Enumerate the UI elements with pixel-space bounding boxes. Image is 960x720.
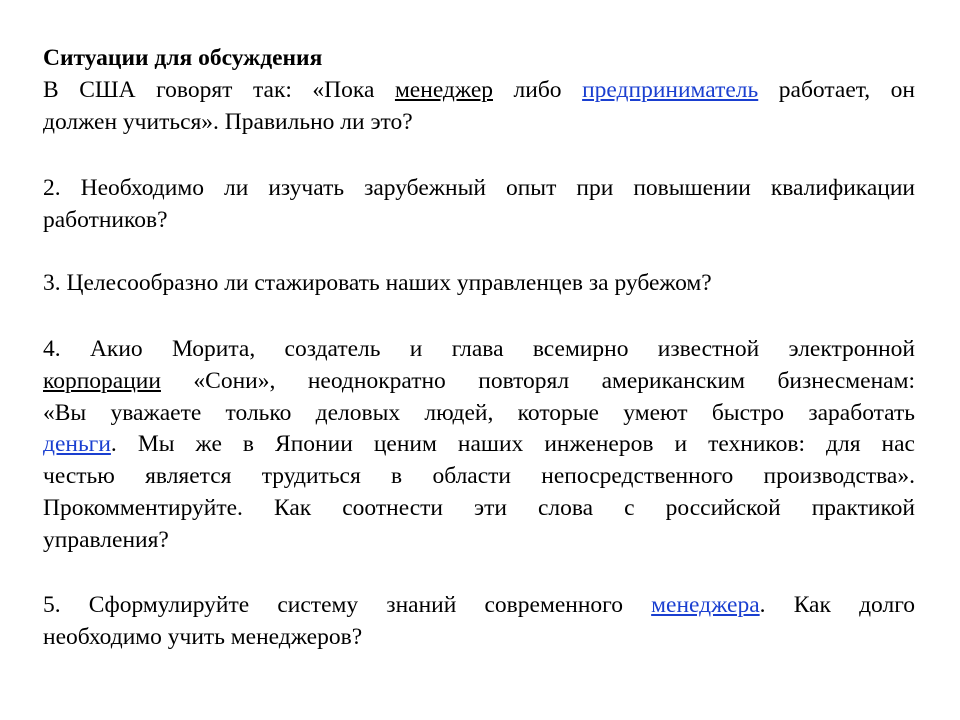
- q5-text-a: 5. Сформулируйте систему знаний современного: [43, 592, 652, 618]
- question-3-line-1: 3. Целесообразно ли стажировать наших управленцев за рубежом?: [43, 270, 712, 296]
- manager-link[interactable]: менеджер: [394, 77, 493, 103]
- q4-line2-rest: «Сони», неоднократно повторял американским бизнесменам:: [160, 368, 915, 394]
- q4-line4-rest: . Мы же в Японии ценим наших инженеров и техников: для нас: [110, 431, 915, 457]
- q5-text-b: . Как долго: [759, 592, 915, 618]
- q1-text-c: работает, он: [758, 77, 916, 103]
- question-2-line-2: работников?: [43, 207, 168, 233]
- money-link[interactable]: деньги: [43, 431, 111, 457]
- question-2-line-1: 2. Необходимо ли изучать зарубежный опыт при повышении квалификации: [43, 175, 915, 201]
- question-4-line-6: Прокомментируйте. Как соотнести эти слова с российской практикой: [43, 495, 915, 521]
- question-4-line-7: управления?: [43, 527, 169, 553]
- corporation-link[interactable]: корпорации: [43, 368, 161, 394]
- question-5-line-1: [43, 589, 915, 621]
- question-4-line-5: честью является трудиться в области непосредственного производства».: [43, 463, 915, 489]
- manager-gen-link[interactable]: менеджера: [651, 592, 760, 618]
- q1-text-a: В США говорят так: «Пока: [43, 77, 395, 103]
- question-4-line-3: «Вы уважаете только деловых людей, которые умеют быстро заработать: [43, 400, 915, 426]
- question-4-line-4: [43, 428, 915, 460]
- question-4-line-2: [43, 365, 915, 397]
- entrepreneur-link[interactable]: предприниматель: [582, 77, 759, 103]
- question-1-line-2: должен учиться». Правильно ли это?: [43, 109, 413, 135]
- question-4-line-1: 4. Акио Морита, создатель и глава всемирно известной электронной: [43, 336, 915, 362]
- section-title: Ситуации для обсуждения: [43, 45, 323, 71]
- question-5-line-2: необходимо учить менеджеров?: [43, 624, 363, 650]
- q1-text-b: либо: [493, 77, 583, 103]
- question-1-line-1: [43, 74, 915, 106]
